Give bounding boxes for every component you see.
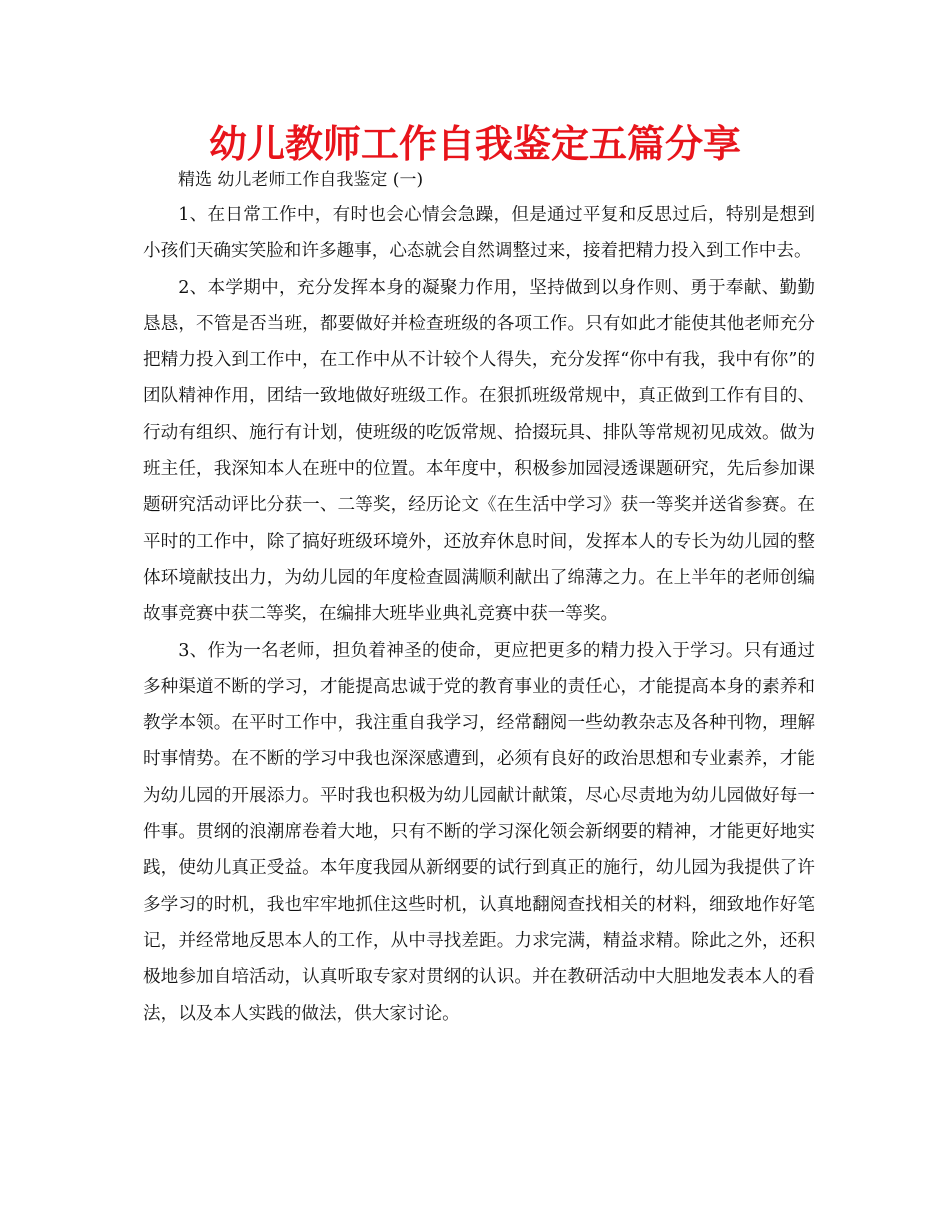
section-heading: 精选 幼儿老师工作自我鉴定 (一) (178, 170, 424, 190)
paragraph-1: 1、在日常工作中，有时也会心情会急躁，但是通过平复和反思过后，特别是想到小孩们天确实笑脸和许多趣事，心态就会自然调整过来，接着把精力投入到工作中去。 (143, 205, 815, 262)
document-title: 幼儿教师工作自我鉴定五篇分享 (208, 122, 741, 166)
document-body (143, 197, 815, 1032)
paragraph-2: 2、本学期中，充分发挥本身的凝聚力作用，坚持做到以身作则、勇于奉献、勤勤恳恳，不管是否当班，都要做好并检查班级的各项工作。只有如此才能使其他老师充分把精力投入到工作中，在工作中从不计较个人得失，充分发挥“你中有我，我中有你”的团队精神作用，团结一致地做好班级工作。在狠抓班级常规中，真正做到工作有目的、行动有组织、施行有计划，使班级的吃饭常规、拾掇玩具、排队等常规初见成效。做为班主任，我深知本人在班中的位置。本年度中，积极参加园浸透课题研究，先后参加课题研究活动评比分获一、二等奖，经历论文《在生活中学习》获一等奖并送省参赛。在平时的工作中，除了搞好班级环境外，还放弃休息时间，发挥本人的专长为幼儿园的整体环境献技出力，为幼儿园的年度检查圆满顺利献出了绵薄之力。在上半年的老师创编故事竞赛中获二等奖，在编排大班毕业典礼竞赛中获一等奖。 (143, 277, 815, 625)
paragraph-3: 3、作为一名老师，担负着神圣的使命，更应把更多的精力投入于学习。只有通过多种渠道不断的学习，才能提高忠诚于党的教育事业的责任心，才能提高本身的素养和教学本领。在平时工作中，我注重自我学习，经常翻阅一些幼教杂志及各种刊物，理解时事情势。在不断的学习中我也深深感遭到，必须有良好的政治思想和专业素养，才能为幼儿园的开展添力。平时我也积极为幼儿园献计献策，尽心尽责地为幼儿园做好每一件事。贯纲的浪潮席卷着大地，只有不断的学习深化领会新纲要的精神，才能更好地实践，使幼儿真正受益。本年度我园从新纲要的试行到真正的施行，幼儿园为我提供了许多学习的时机，我也牢牢地抓住这些时机，认真地翻阅查找相关的材料，细致地作好笔记，并经常地反思本人的工作，从中寻找差距。力求完满，精益求精。除此之外，还积极地参加自培活动，认真听取专家对贯纲的认识。并在教研活动中大胆地发表本人的看法，以及本人实践的做法，供大家讨论。 (143, 640, 815, 1024)
